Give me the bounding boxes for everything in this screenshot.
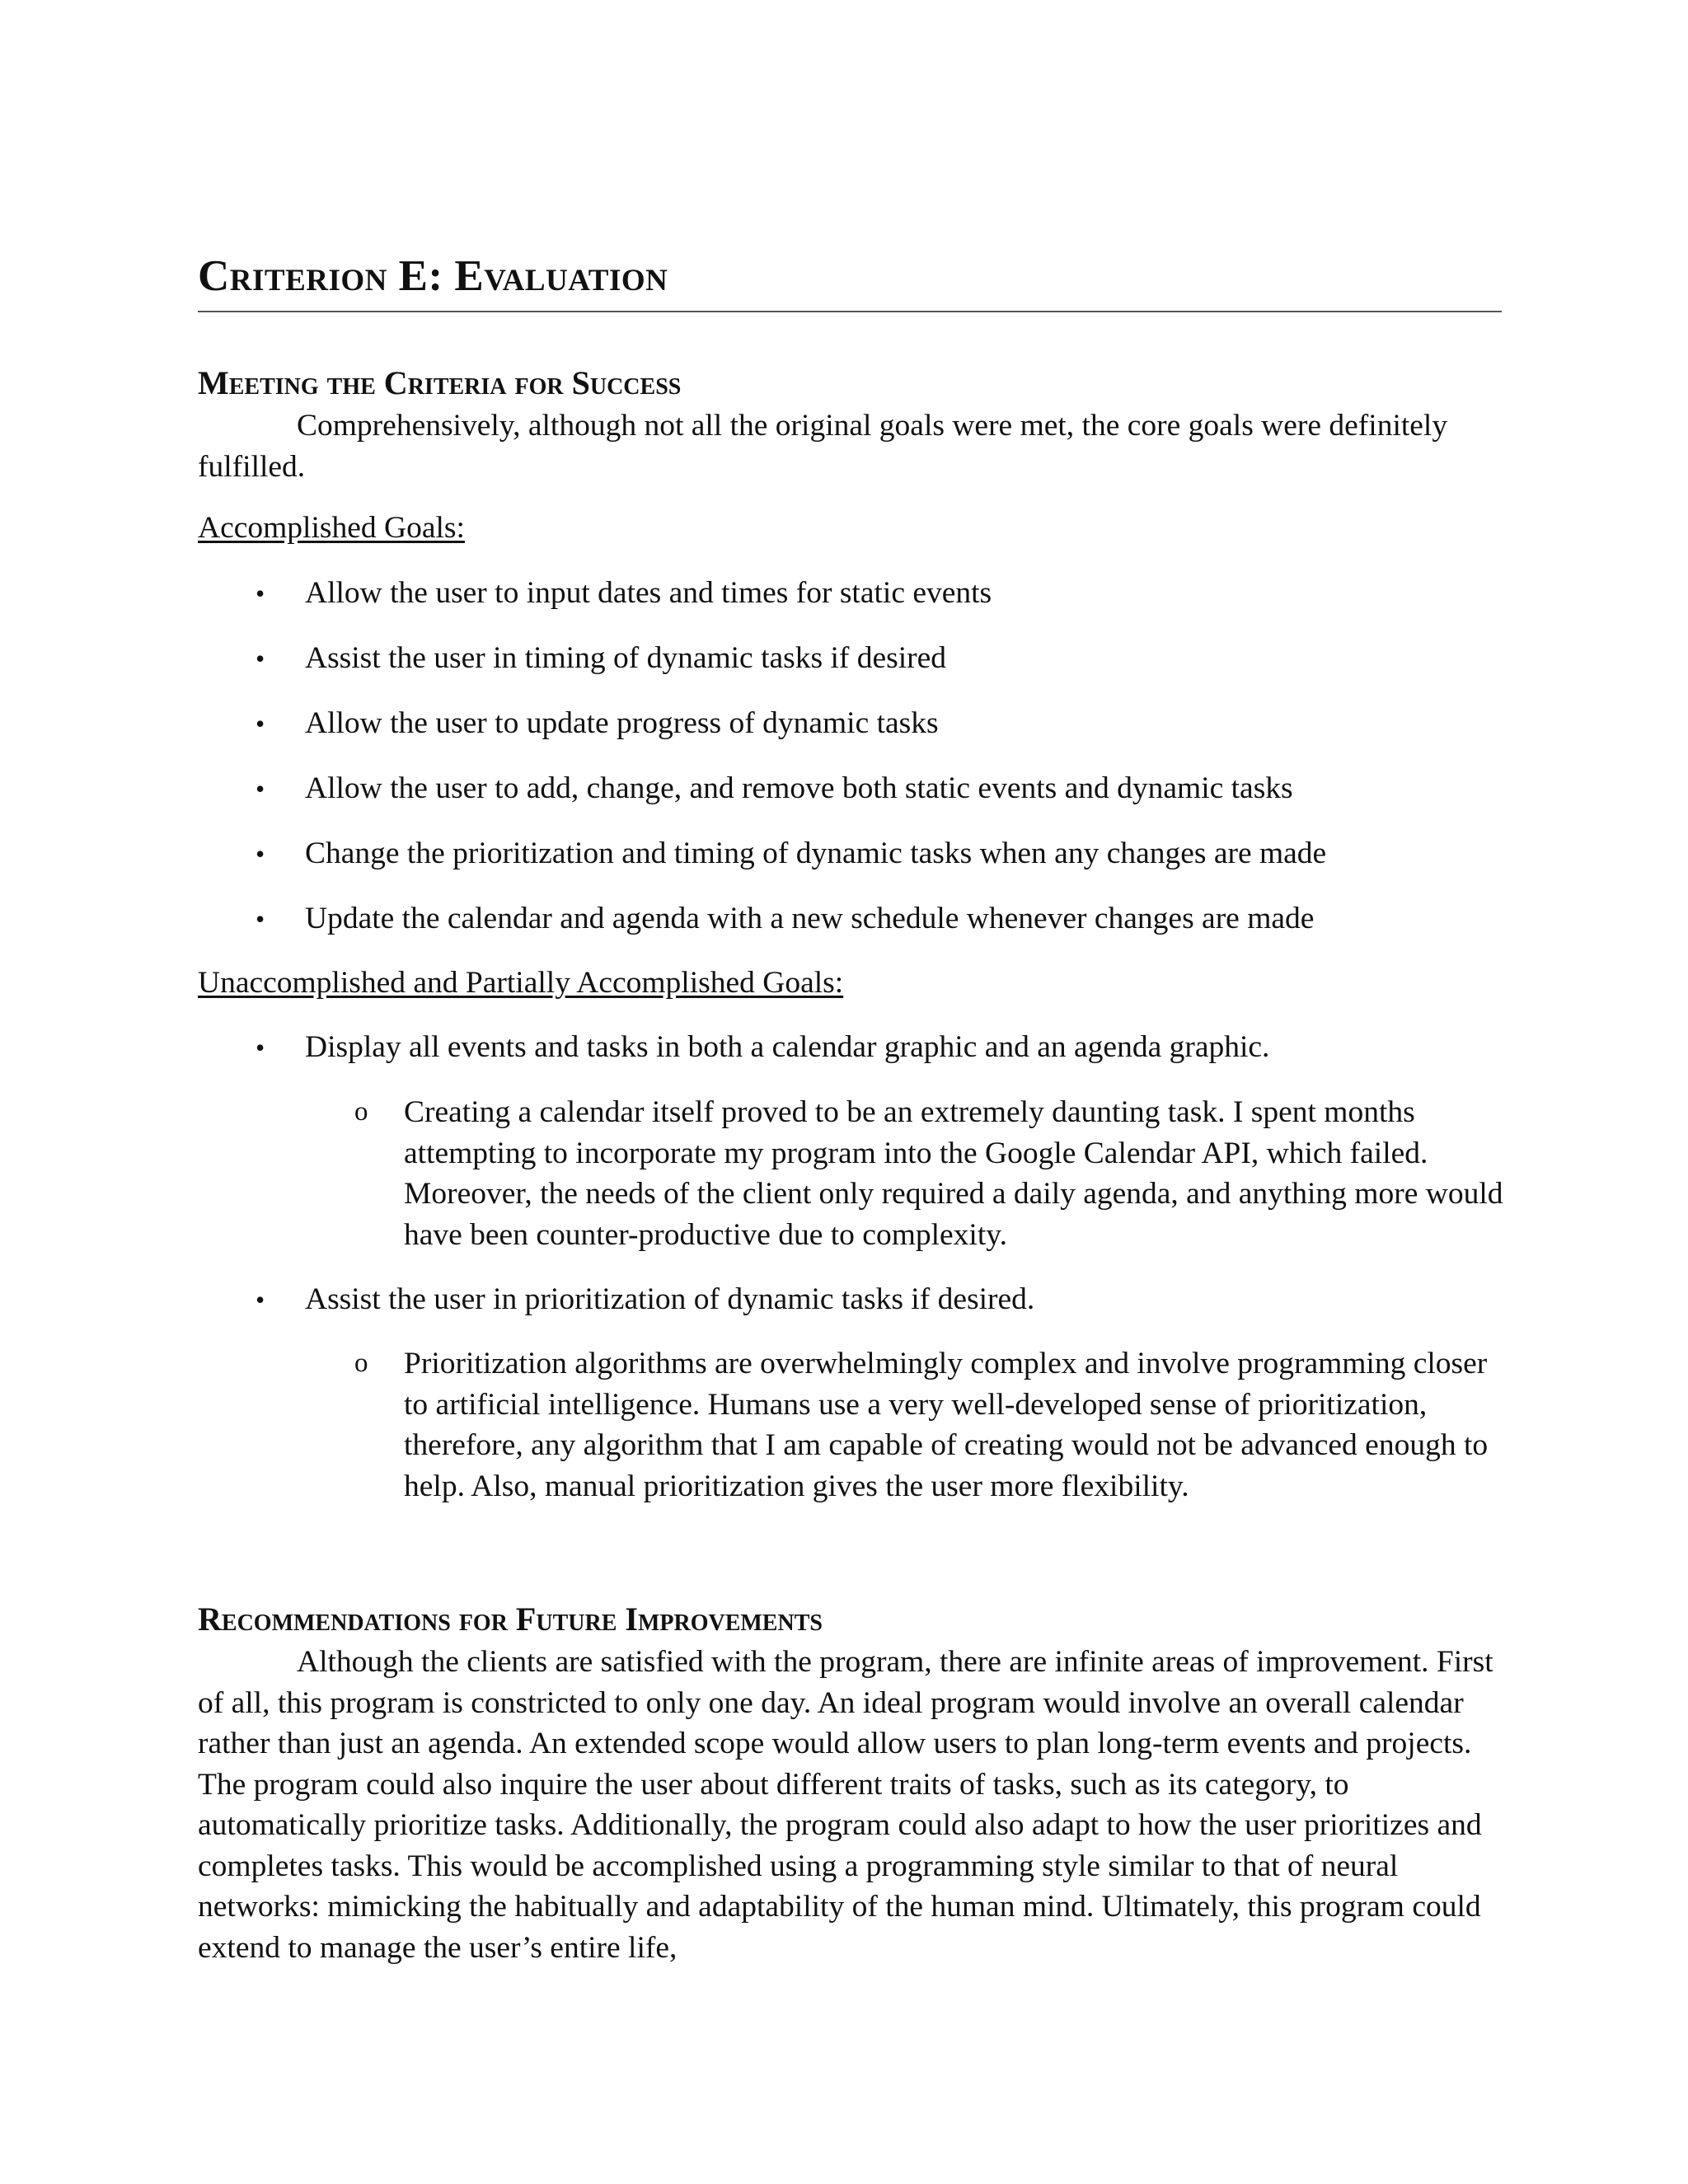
bullet-icon: •	[256, 774, 265, 804]
list-item-text: Assist the user in timing of dynamic tasks if desired	[305, 641, 947, 675]
list-item-text: Change the prioritization and timing of dynamic tasks when any changes are made	[305, 837, 1327, 870]
unaccomplished-goals-label: Unaccomplished and Partially Accomplished Goals:	[198, 966, 844, 1000]
list-item-text: Update the calendar and agenda with a new schedule whenever changes are made	[305, 902, 1315, 935]
bullet-icon: •	[256, 1033, 265, 1062]
bullet-icon: •	[256, 579, 265, 608]
list-item-text: Allow the user to update progress of dynamic tasks	[305, 706, 939, 740]
bullet-icon: •	[256, 709, 265, 738]
list-item-text: Display all events and tasks in both a calendar graphic and an agenda graphic.	[305, 1030, 1270, 1064]
bullet-icon: •	[256, 839, 265, 869]
bullet-icon: •	[256, 644, 265, 673]
sub-list-item-text: Prioritization algorithms are overwhelmingly complex and involve programming closer to artificial intelligence. Humans use a very well-developed sense of prioritization, therefore, any algorithm that I am capable of creating would not be advanced enough to help. Also, manual prioritization gives the user more flexibility.	[404, 1347, 1489, 1503]
title-divider	[198, 311, 1502, 312]
section-heading-recommendations: Recommendations for Future Improvements	[198, 1601, 823, 1638]
bullet-icon: •	[256, 1285, 265, 1315]
section-heading-criteria: Meeting the Criteria for Success	[198, 364, 682, 401]
list-item-text: Assist the user in prioritization of dynamic tasks if desired.	[305, 1282, 1035, 1316]
list-item-text: Allow the user to add, change, and remove both static events and dynamic tasks	[305, 771, 1293, 805]
page-title: Criterion E: Evaluation	[198, 252, 668, 300]
accomplished-goals-label: Accomplished Goals:	[198, 511, 465, 545]
bullet-icon: •	[256, 904, 265, 934]
recommendations-paragraph: Although the clients are satisfied with the program, there are infinite areas of improvement. First of all, this program is constricted to only one day. An ideal program would involve an overall calendar rather than just an agenda. An extended scope would allow users to plan long-term events and projects. The program could also inquire the user about different traits of tasks, such as its category, to automatically prioritize tasks. Additionally, the program could also adapt to how the user prioritizes and completes tasks. This would be accomplished using a programming style similar to that of neural networks: mimicking the habitually and adaptability of the human mind. Ultimately, this program could extend to manage the user’s entire life,	[198, 1645, 1493, 1965]
sub-list-item-text: Creating a calendar itself proved to be an extremely daunting task. I spent months attempting to incorporate my program into the Google Calendar API, which failed. Moreover, the needs of the client only required a daily agenda, and anything more would have been counter-productive due to complexity.	[404, 1095, 1503, 1252]
section-intro-paragraph: Comprehensively, although not all the original goals were met, the core goals were definitely fulfilled.	[198, 409, 1448, 484]
list-item-text: Allow the user to input dates and times for static events	[305, 576, 992, 610]
sub-bullet-icon: o	[354, 1097, 368, 1127]
sub-bullet-icon: o	[354, 1348, 368, 1378]
